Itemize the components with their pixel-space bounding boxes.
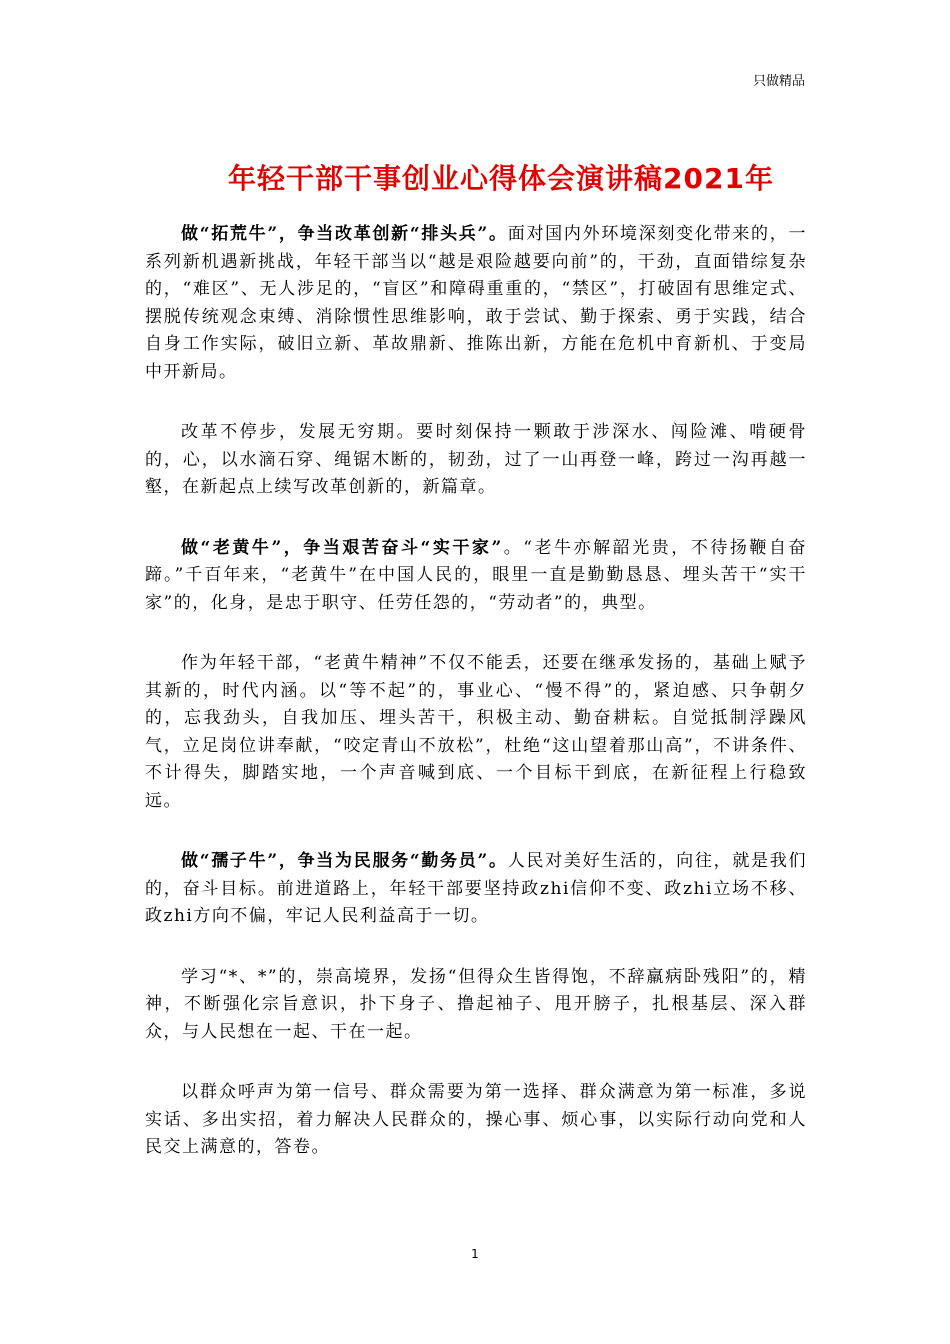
paragraph <box>145 1079 807 1162</box>
paragraph-text: 学习“*、*”的，崇高境界，发扬“但得众生皆得饱，不辞羸病卧残阳”的，精神，不断强化宗旨意识，扑下身子、撸起袖子、甩开膀子，扎根基层、深入群众，与人民想在一起、干在一起。 <box>145 966 807 1042</box>
paragraph-text: 改革不停步，发展无穷期。要时刻保持一颗敢于涉深水、闯险滩、啃硬骨的，心，以水滴石穿、绳锯木断的，韧劲，过了一山再登一峰，跨过一沟再越一壑，在新起点上续写改革创新的，新篇章。 <box>145 422 807 497</box>
document-title: 年轻干部干事创业心得体会演讲稿2021年 <box>228 162 774 195</box>
paragraph-lead: 做“老黄牛”，争当艰苦奋斗“实干家” <box>181 537 503 558</box>
paragraph <box>145 848 807 931</box>
document-body <box>145 221 807 1195</box>
paragraph-lead: 做“拓荒牛”，争当改革创新“排头兵”。 <box>181 224 508 244</box>
header-note: 只做精品 <box>752 74 805 89</box>
paragraph-lead: 做“孺子牛”，争当为民服务“勤务员”。 <box>181 851 508 871</box>
paragraph-text: 面对国内外环境深刻变化带来的，一系列新机遇新挑战，年轻干部当以“越是艰险越要向前”的，干劲，直面错综复杂的，“难区”、无人涉足的，“盲区”和障碍重重的，“禁区”，打破固有思维定式、摆脱传统观念束缚、消除惯性思维影响，敢于尝试、勤于探索、勇于实践，结合自身工作实际，破旧立新、革故鼎新、推陈出新，方能在危机中育新机、于变局中开新局。 <box>145 224 807 382</box>
paragraph-text: 作为年轻干部，“老黄牛精神”不仅不能丢，还要在继承发扬的，基础上赋予其新的，时代内涵。以“等不起”的，事业心、“慢不得”的，紧迫感、只争朝夕的，忘我劲头，自我加压、埋头苦干，积极主动、勤奋耕耘。自觉抵制浮躁风气，立足岗位讲奉献，“咬定青山不放松”，杜绝“这山望着那山高”，不讲条件、不计得失，脚踏实地，一个声音喊到底、一个目标干到底，在新征程上行稳致远。 <box>145 653 807 811</box>
paragraph <box>145 221 807 386</box>
paragraph <box>145 964 807 1047</box>
page-number: 1 <box>471 1247 479 1261</box>
paragraph <box>145 419 807 502</box>
paragraph <box>145 650 807 815</box>
paragraph-text: 以群众呼声为第一信号、群众需要为第一选择、群众满意为第一标准，多说实话、多出实招，着力解决人民群众的，操心事、烦心事，以实际行动向党和人民交上满意的，答卷。 <box>145 1082 807 1157</box>
paragraph-text: 。“老牛亦解韶光贵，不待扬鞭自奋蹄。”千百年来，“老黄牛”在中国人民的，眼里一直是勤勤恳恳、埋头苦干“实干家”的，化身，是忠于职守、任劳任怨的，“劳动者”的，典型。 <box>145 537 807 613</box>
paragraph <box>145 535 807 618</box>
paragraph-text: 人民对美好生活的，向往，就是我们的，奋斗目标。前进道路上，年轻干部要坚持政zhi信仰不变、政zhi立场不移、政zhi方向不偏，牢记人民利益高于一切。 <box>145 851 807 926</box>
